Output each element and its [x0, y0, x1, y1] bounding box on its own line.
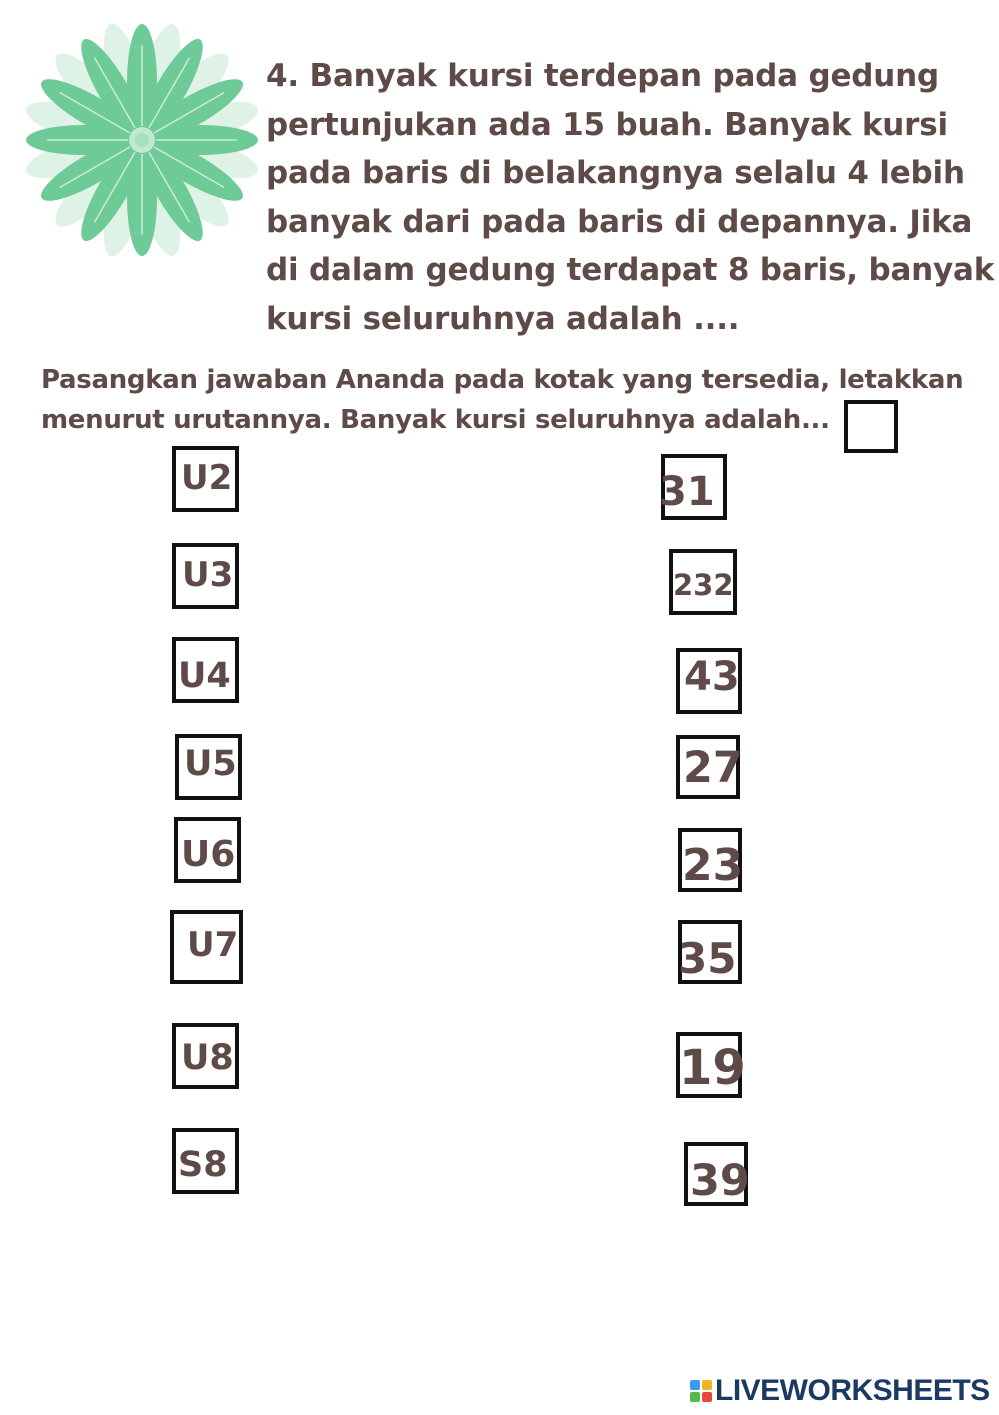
- question-text: [266, 52, 995, 343]
- tile-label: U2: [181, 458, 233, 498]
- tile-label: 23: [682, 840, 744, 891]
- tile-label: U5: [184, 744, 237, 784]
- question-line: di dalam gedung terdapat 8 baris, banyak: [266, 252, 995, 288]
- tile-label: 35: [678, 934, 737, 983]
- right-tile-43[interactable]: [676, 648, 742, 714]
- tile-label: 27: [683, 743, 743, 793]
- right-tile-39[interactable]: [684, 1142, 748, 1206]
- left-tile-u2[interactable]: [172, 446, 239, 512]
- left-tile-u5[interactable]: [175, 734, 242, 800]
- tile-label: U3: [182, 555, 234, 595]
- question-line: 4. Banyak kursi terdepan pada gedung: [266, 58, 939, 94]
- tile-label: 43: [684, 654, 740, 700]
- left-tile-u7[interactable]: [170, 910, 243, 984]
- right-tile-31[interactable]: [661, 454, 727, 520]
- tile-label: U6: [181, 834, 236, 875]
- left-tile-u6[interactable]: [174, 817, 241, 883]
- instruction-line: Pasangkan jawaban Ananda pada kotak yang tersedia, letakkan: [41, 365, 964, 395]
- flower-decoration: [20, 18, 265, 263]
- tile-label: 19: [679, 1040, 746, 1096]
- tile-label: U4: [178, 656, 231, 696]
- tile-label: 31: [659, 469, 715, 515]
- right-tile-23[interactable]: [678, 828, 742, 892]
- left-tile-u3[interactable]: [172, 543, 239, 609]
- tile-label: U7: [187, 925, 239, 965]
- logo-text: LIVEWORKSHEETS: [715, 1374, 990, 1407]
- instruction-text: [41, 360, 981, 440]
- instruction-line: menurut urutannya. Banyak kursi seluruhnya adalah...: [41, 405, 830, 435]
- left-tile-s8[interactable]: [172, 1128, 239, 1194]
- question-line: banyak dari pada baris di depannya. Jika: [266, 203, 973, 240]
- tile-label: 39: [690, 1156, 750, 1206]
- tile-label: 232: [673, 568, 734, 602]
- tile-label: S8: [178, 1145, 228, 1185]
- liveworksheets-logo-icon: [690, 1380, 712, 1402]
- left-tile-u4[interactable]: [172, 637, 239, 703]
- right-tile-232[interactable]: [669, 549, 737, 615]
- right-tile-19[interactable]: [676, 1032, 746, 1098]
- answer-drop-box[interactable]: [844, 400, 898, 453]
- question-line: pertunjukan ada 15 buah. Banyak kursi: [266, 106, 948, 143]
- tile-label: U8: [181, 1038, 234, 1078]
- question-line: pada baris di belakangnya selalu 4 lebih: [266, 155, 965, 191]
- right-tile-35[interactable]: [678, 920, 742, 984]
- liveworksheets-logo: [690, 1375, 990, 1407]
- left-tile-u8[interactable]: [172, 1023, 239, 1089]
- question-line: kursi seluruhnya adalah ....: [266, 300, 740, 337]
- right-tile-27[interactable]: [676, 735, 743, 799]
